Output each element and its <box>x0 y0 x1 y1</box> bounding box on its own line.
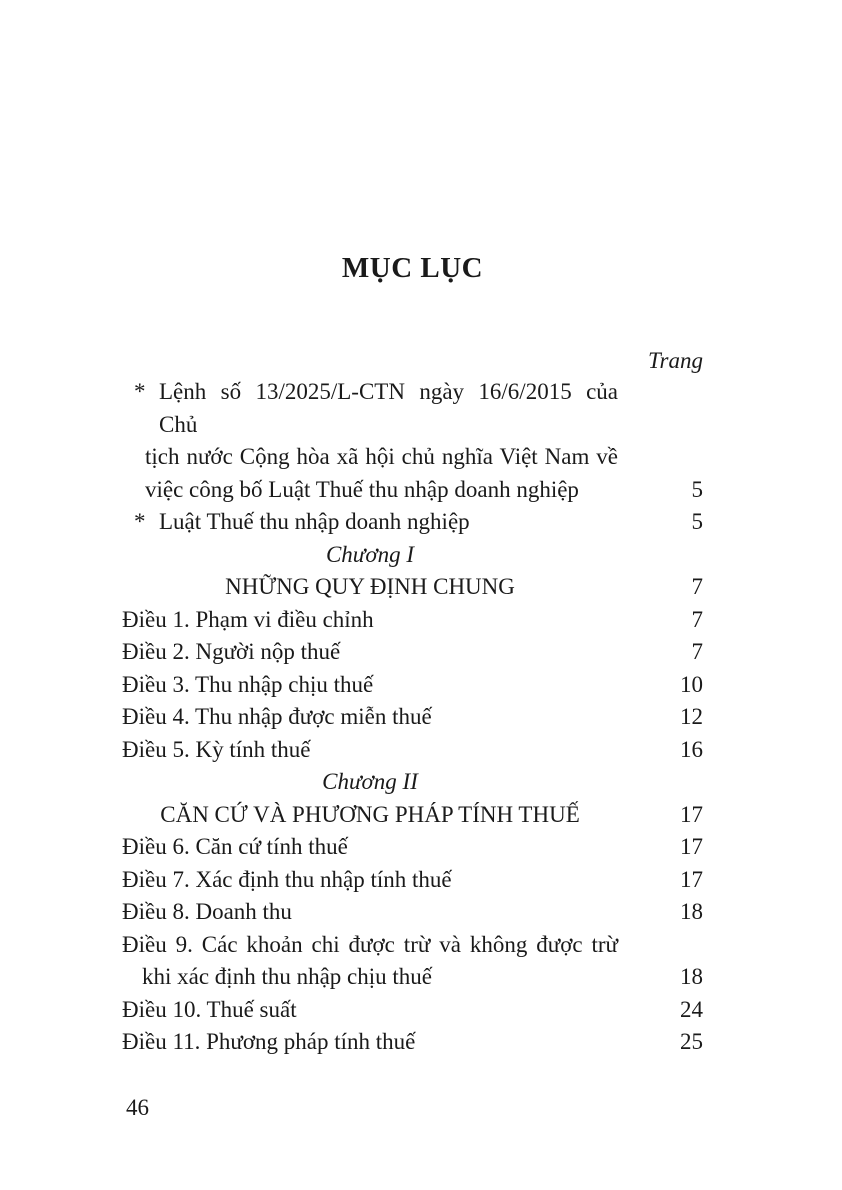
toc-entry-text: Điều 8. Doanh thu <box>122 899 292 924</box>
toc-row-article <box>122 604 703 637</box>
toc-entry-text: Điều 10. Thuế suất <box>122 996 297 1022</box>
toc-row-article <box>122 636 703 669</box>
toc-row-chapter-label <box>122 766 703 799</box>
toc-entry-text: khi xác định thu nhập chịu thuế <box>142 964 432 989</box>
toc-row-entry-first <box>122 506 703 539</box>
toc-entry-text: Điều 6. Căn cứ tính thuế <box>122 834 348 859</box>
toc-row-article <box>122 701 703 734</box>
toc-row-entry-wrap <box>122 441 703 474</box>
column-header-trang: Trang <box>648 348 703 373</box>
toc-entry-text: Lệnh số 13/2025/L-CTN ngày 16/6/2015 của Chủ <box>159 379 618 437</box>
toc-entry-text: việc công bố Luật Thuế thu nhập doanh nghiệp <box>145 476 579 502</box>
toc-row-article <box>122 994 703 1027</box>
toc-entry-text: Điều 2. Người nộp thuế <box>122 639 341 664</box>
toc-entry-text: Điều 1. Phạm vi điều chỉnh <box>122 606 374 632</box>
toc-page-number: 24 <box>680 996 703 1022</box>
toc-entry-text: Điều 4. Thu nhập được miễn thuế <box>122 704 432 729</box>
asterisk-bullet: * <box>134 379 146 404</box>
toc-page-number: 17 <box>680 834 703 859</box>
toc-page-number: 25 <box>680 1029 703 1054</box>
toc-page-number: 7 <box>691 639 703 664</box>
toc-row-article <box>122 734 703 767</box>
toc-page-number: 12 <box>680 704 703 729</box>
toc-page-number: 18 <box>680 899 703 924</box>
toc-row-article-wrap <box>122 961 703 994</box>
toc-row-entry-first <box>122 376 703 441</box>
page-content <box>122 0 703 1120</box>
toc-page-number: 10 <box>680 671 703 697</box>
toc-entry-text: Điều 9. Các khoản chi được trừ và không được trừ <box>122 931 618 957</box>
toc-entry-text: Chương I <box>325 541 415 567</box>
toc-page-number: 5 <box>691 509 703 534</box>
toc-list <box>122 376 703 1059</box>
toc-row-article <box>122 929 703 962</box>
toc-entry-text: tịch nước Cộng hòa xã hội chủ nghĩa Việt Nam về <box>145 444 618 469</box>
asterisk-bullet: * <box>134 509 146 534</box>
toc-page-number: 17 <box>680 801 703 827</box>
toc-entry-text: Chương II <box>322 769 418 794</box>
toc-entry-text: NHỮNG QUY ĐỊNH CHUNG <box>225 574 515 599</box>
toc-page-number: 5 <box>691 476 703 502</box>
toc-row-entry-wrap <box>122 474 703 507</box>
toc-page-number: 18 <box>680 964 703 989</box>
toc-row-article <box>122 896 703 929</box>
toc-row-chapter-title <box>122 799 703 832</box>
toc-page-number: 7 <box>691 574 703 599</box>
toc-page-spacer <box>618 376 703 441</box>
page-number-folio: 46 <box>126 1094 149 1120</box>
toc-row-article <box>122 831 703 864</box>
toc-row-chapter-title <box>122 571 703 604</box>
toc-page-spacer <box>618 929 703 962</box>
toc-entry-text: CĂN CỨ VÀ PHƯƠNG PHÁP TÍNH THUẾ <box>160 801 580 827</box>
toc-entry-text: Điều 7. Xác định thu nhập tính thuế <box>122 866 452 892</box>
toc-page-spacer <box>618 539 703 572</box>
page-title: MỤC LỤC <box>341 252 484 284</box>
toc-row-article <box>122 1026 703 1059</box>
toc-entry-text: Điều 5. Kỳ tính thuế <box>122 736 311 762</box>
toc-row-article <box>122 864 703 897</box>
toc-entry-text: Điều 11. Phương pháp tính thuế <box>122 1029 416 1054</box>
toc-page-spacer <box>618 766 703 799</box>
toc-page-number: 16 <box>680 736 703 762</box>
toc-page-number: 7 <box>691 606 703 632</box>
toc-row-article <box>122 669 703 702</box>
toc-entry-text: Luật Thuế thu nhập doanh nghiệp <box>159 509 470 534</box>
toc-row-chapter-label <box>122 539 703 572</box>
toc-page-spacer <box>618 441 703 474</box>
toc-page-number: 17 <box>680 866 703 892</box>
toc-entry-text: Điều 3. Thu nhập chịu thuế <box>122 671 374 697</box>
